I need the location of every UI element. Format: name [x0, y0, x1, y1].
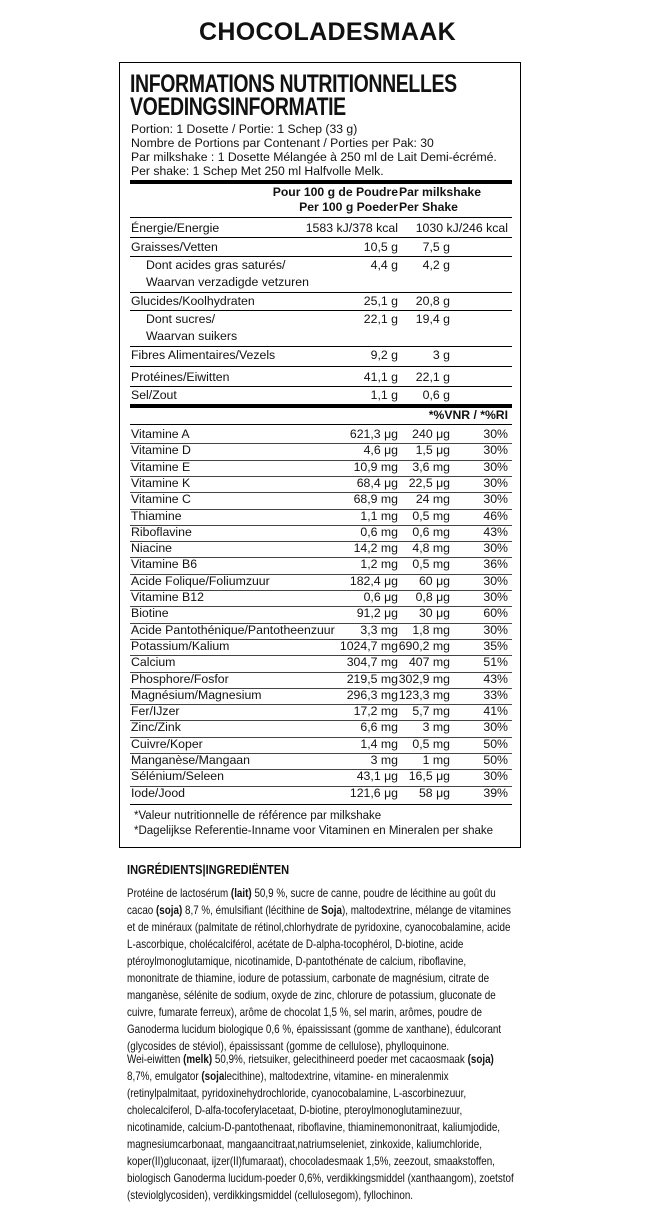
ingredient-line	[127, 970, 627, 987]
allergen: (melk)	[183, 1052, 213, 1066]
nutrient-label: Vitamine A	[131, 427, 190, 441]
macro-row	[130, 386, 512, 404]
per100-value: 3,3 mg	[360, 622, 398, 637]
micro-row	[130, 541, 512, 557]
nutrient-label: Acide Folique/Foliumzuur	[131, 573, 270, 588]
macro-row	[130, 368, 512, 386]
per100-value: 91,2 μg	[356, 606, 398, 621]
per100-value: 22,1 g	[363, 312, 398, 326]
nutrient-label-nl: Waarvan suikers	[146, 329, 238, 343]
ingredient-line	[127, 1102, 627, 1119]
nutrient-label: Biotine	[131, 606, 169, 621]
vnr-value: 35%	[483, 638, 508, 653]
vnr-value: 50%	[483, 736, 508, 751]
ingredient-text: 50,9 %, sucre de canne, poudre de lécithine au goût du	[251, 886, 496, 900]
vnr-value: 60%	[483, 606, 508, 621]
ingredient-text: 50,9%, rietsuiker, gelecithineerd poeder met cacaosmaak	[212, 1052, 468, 1066]
nutrient-label: Acide Pantothénique/Pantotheenzuur	[131, 622, 335, 637]
micro-row	[130, 476, 512, 492]
nutrient-label: Protéines/Eiwitten	[131, 370, 230, 384]
allergen: (soja)	[155, 903, 183, 917]
footnote-nl: *Dagelijkse Referentie-Inname voor Vitaminen en Mineralen per shake	[134, 825, 494, 837]
ingredient-text: lecithine), maltodextrine, vitamine- en mineralenmix	[224, 1069, 449, 1083]
vnr-value: 41%	[483, 704, 508, 719]
per100-value: 1,1 mg	[360, 508, 398, 523]
nutrient-label: Vitamine K	[131, 475, 191, 490]
shake-value: 24 mg	[415, 492, 450, 507]
ingredient-line	[127, 1021, 627, 1038]
page-title: CHOCOLADESMAAK	[199, 18, 456, 46]
vnr-value: 46%	[483, 508, 508, 523]
per100-value: 0,6 μg	[363, 590, 398, 604]
shake-value: 3 mg	[422, 720, 450, 735]
nutrient-label: Vitamine C	[131, 492, 191, 507]
ingredient-text: Ganoderma lucidum biologique 0,6 %, épaississant (gomme de xanthane), édulcorant	[127, 1022, 502, 1036]
vnr-value: 51%	[483, 655, 508, 670]
nutrient-label: Phosphore/Fosfor	[131, 671, 229, 686]
shake-value: 22,1 g	[415, 370, 450, 384]
per100-value: 219,5 mg	[346, 671, 398, 686]
shake-value: 60 μg	[418, 573, 450, 588]
ingredient-text: (retinylpalmitaat, pyridoxinehydrochloride, cyanocobalamine, L-ascorbinezuur,	[127, 1086, 467, 1100]
shake-value: 407 mg	[408, 655, 450, 670]
per100-value: 25,1 g	[363, 294, 398, 308]
ingredient-line	[127, 1068, 627, 1085]
ingredients-title: INGRÉDIENTS|INGREDIËNTEN	[127, 862, 290, 877]
nutrient-label: Vitamine D	[131, 443, 191, 458]
shake-value: 5,7 mg	[412, 704, 450, 719]
ingredient-text: 8,7%, emulgator	[127, 1069, 202, 1083]
shake-value: 19,4 g	[415, 312, 450, 326]
shake-value: 30 μg	[418, 606, 450, 621]
vnr-value: 30%	[483, 769, 508, 784]
per100-value: 4,4 g	[370, 258, 398, 272]
micro-row	[130, 737, 512, 753]
ingredient-line	[127, 885, 627, 902]
ingredient-text: cholecalciferol, D-alfa-tocoferylacetaat, D-biotine, pteroylmonoglutaminezuur,	[127, 1103, 463, 1117]
micro-row	[130, 574, 512, 590]
vnr-value: 30%	[483, 573, 508, 588]
vnr-value: 30%	[483, 720, 508, 735]
ingredient-line	[127, 936, 627, 953]
nutrient-label: Graisses/Vetten	[131, 240, 218, 254]
divider	[130, 366, 512, 367]
allergen: Soja	[321, 903, 342, 917]
vnr-value: 50%	[483, 753, 508, 767]
per100-value: 182,4 μg	[349, 573, 398, 588]
vnr-value: 43%	[483, 524, 508, 539]
per100-value: 9,2 g	[370, 348, 398, 362]
shake-value: 3 g	[432, 348, 450, 362]
nutrient-label: Riboflavine	[131, 524, 192, 539]
shake-value: 123,3 mg	[398, 687, 450, 702]
shake-value: 16,5 μg	[408, 769, 450, 784]
ingredient-text: Protéine de lactosérum	[127, 886, 231, 900]
macro-row	[130, 310, 512, 346]
shake-value: 0,5 mg	[412, 557, 450, 572]
shake-value: 22,5 μg	[408, 475, 450, 490]
ingredient-text: (steviolglycosiden), verdikkingsmiddel (cellulosegom), fyllochinon.	[127, 1188, 414, 1202]
nutrient-label: Dont sucres/	[146, 312, 216, 326]
ingredient-text: et de minéraux (palmitate de rétinol,chlorhydrate de pyridoxine, cyanocobalamine, acide	[127, 920, 511, 934]
vnr-value: 33%	[483, 687, 508, 702]
col-per100-head-a: Pour 100 g de Poudre	[272, 185, 398, 199]
vnr-value: 43%	[483, 671, 508, 686]
ingredient-text: ), maltodextrine, mélange de vitamines	[341, 903, 511, 917]
ingredient-line	[127, 1119, 627, 1136]
shake-value: 240 μg	[412, 427, 450, 441]
nutrition-panel	[119, 62, 521, 848]
per100-value: 6,6 mg	[360, 720, 398, 735]
micro-row	[130, 443, 512, 459]
micro-row	[130, 460, 512, 476]
vnr-value: 30%	[483, 459, 508, 474]
micro-row	[130, 688, 512, 704]
vnr-value: 30%	[483, 541, 508, 556]
milkshake-fr-text: Par milkshake : 1 Dosette Mélangée à 250 ml de Lait Demi-écrémé.	[131, 150, 497, 164]
ingredient-line	[127, 1153, 627, 1170]
vnr-value: 30%	[483, 443, 508, 458]
per100-value: 68,9 mg	[353, 492, 398, 507]
col-shake-head-a: Par milkshake	[399, 185, 481, 199]
nutrient-label: Fibres Alimentaires/Vezels	[131, 348, 276, 362]
micro-row	[130, 769, 512, 785]
shake-value: 1,5 μg	[415, 443, 450, 458]
nutrient-label: Sélénium/Seleen	[131, 769, 224, 784]
shake-value: 690,2 mg	[398, 638, 450, 653]
micro-row	[130, 590, 512, 606]
macro-row	[130, 219, 512, 237]
macro-row	[130, 292, 512, 310]
shake-value: 1 mg	[422, 753, 450, 767]
per100-value: 0,6 mg	[360, 524, 398, 539]
shake-value: 0,8 μg	[415, 590, 450, 604]
nutrient-label: Vitamine E	[131, 459, 191, 474]
nutrient-label-nl: Waarvan verzadigde vetzuren	[146, 275, 309, 289]
nutrient-label: Sel/Zout	[131, 388, 177, 402]
ingredient-text: (glycosides de stéviol), épaississant (gomme de cellulose), phylloquinone.	[127, 1039, 450, 1053]
thick-divider	[130, 180, 512, 184]
nutrient-label: Énergie/Energie	[131, 221, 220, 235]
vnr-value: 30%	[483, 492, 508, 507]
ingredient-text: Wei-eiwitten	[127, 1052, 184, 1066]
ingredient-text: koper(II)gluconaat, ijzer(II)fumaraat), chocoladesmaak 1,5%, zeezout, smaakstoffen,	[127, 1154, 495, 1168]
micro-row	[130, 492, 512, 508]
shake-value: 7,5 g	[422, 240, 450, 254]
per100-value: 14,2 mg	[353, 541, 398, 556]
panel-heading-nl: VOEDINGSINFORMATIE	[130, 93, 346, 121]
per100-value: 68,4 μg	[356, 475, 398, 490]
ingredient-line	[127, 953, 627, 970]
nutrient-label: Niacine	[131, 541, 173, 556]
per100-value: 1,2 mg	[360, 557, 398, 572]
micro-row	[130, 427, 512, 443]
per100-value: 1583 kJ/378 kcal	[305, 221, 398, 235]
micro-row	[130, 525, 512, 541]
shake-value: 0,5 mg	[412, 508, 450, 523]
per100-value: 4,6 μg	[363, 443, 398, 458]
allergen: (soja	[201, 1069, 225, 1083]
per100-value: 10,5 g	[363, 240, 398, 254]
ingredient-line	[127, 1085, 627, 1102]
micro-row	[130, 655, 512, 671]
ingredient-text: manganèse, sélénite de sodium, oxyde de zinc, chlorure de potassium, gluconate de	[127, 988, 496, 1002]
ingredient-text: ptéroylmonoglutamique, nicotinamide, D-pantothénate de calcium, riboflavine,	[127, 954, 467, 968]
per100-value: 10,9 mg	[353, 459, 398, 474]
nutrient-label: Calcium	[131, 655, 176, 670]
ingredient-text: mononitrate de thiamine, iodure de potassium, carbonate de magnésium, citrate de	[127, 971, 490, 985]
shake-value: 302,9 mg	[398, 671, 450, 686]
per100-value: 1,1 g	[370, 388, 398, 402]
micro-row	[130, 704, 512, 720]
ingredient-text: L-ascorbique, cholécalciférol, acétate de D-alpha-tocophérol, D-biotine, acide	[127, 937, 464, 951]
shake-value: 1,8 mg	[412, 622, 450, 637]
nutrient-label: Vitamine B12	[131, 590, 204, 604]
ingredient-text: cuivre, fumarate ferreux), arôme de chocolat 1,5 %, sel marin, arômes, poudre de	[127, 1005, 482, 1019]
shake-value: 4,2 g	[422, 258, 450, 272]
macro-row	[130, 238, 512, 256]
nutrient-label: Dont acides gras saturés/	[146, 258, 286, 272]
per100-value: 3 mg	[370, 753, 398, 767]
col-shake-head-b: Per Shake	[399, 200, 458, 214]
per100-value: 1,4 mg	[360, 736, 398, 751]
nutrient-label: Magnésium/Magnesium	[131, 687, 262, 702]
micro-row	[130, 606, 512, 622]
micro-row	[130, 623, 512, 639]
panel-heading-fr: INFORMATIONS NUTRITIONNELLES	[130, 70, 457, 98]
nutrient-label: Fer/IJzer	[131, 704, 180, 719]
ingredient-text: cacao	[127, 903, 156, 917]
divider	[130, 424, 512, 425]
ingredient-line	[127, 1051, 627, 1068]
allergen: (lait)	[230, 886, 252, 900]
per100-value: 41,1 g	[363, 370, 398, 384]
per100-value: 296,3 mg	[346, 687, 398, 702]
shake-value: 1030 kJ/246 kcal	[415, 221, 508, 235]
per100-value: 304,7 mg	[346, 655, 398, 670]
ingredient-line	[127, 919, 627, 936]
shake-value: 4,8 mg	[412, 541, 450, 556]
micro-row	[130, 639, 512, 655]
per100-value: 43,1 μg	[356, 769, 398, 784]
micro-row	[130, 786, 512, 802]
micro-row	[130, 509, 512, 525]
per100-value: 121,6 μg	[349, 785, 398, 800]
portion-text: Portion: 1 Dosette / Portie: 1 Schep (33 g)	[131, 122, 358, 136]
ingredient-text: magnesiumcarbonaat, mangaancitraat,natriumseleniet, zinkoxide, kaliumchloride,	[127, 1137, 482, 1151]
macro-row	[130, 346, 512, 366]
allergen: (soja)	[467, 1052, 494, 1066]
shake-value: 0,6 g	[422, 388, 450, 402]
vnr-value: 30%	[483, 590, 508, 604]
shake-value: 58 μg	[418, 785, 450, 800]
per100-value: 17,2 mg	[353, 704, 398, 719]
shake-value: 0,5 mg	[412, 736, 450, 751]
shake-value: 0,6 mg	[412, 524, 450, 539]
nutrient-label: Iode/Jood	[131, 785, 186, 800]
nutrient-label: Glucides/Koolhydraten	[131, 294, 255, 308]
nutrient-label: Cuivre/Koper	[131, 736, 203, 751]
ingredient-line	[127, 1170, 627, 1187]
ingredient-line	[127, 902, 627, 919]
vnr-value: 39%	[483, 785, 508, 800]
shake-value: 20,8 g	[415, 294, 450, 308]
footnote-fr: *Valeur nutritionnelle de référence par milkshake	[134, 810, 382, 822]
vnr-value: 36%	[483, 557, 508, 572]
milkshake-nl-text: Per shake: 1 Schep Met 250 ml Halfvolle Melk.	[131, 164, 384, 178]
col-per100-head-b: Per 100 g Poeder	[299, 200, 398, 214]
divider	[130, 804, 512, 805]
ingredient-text: 8,7 %, émulsifiant (lécithine de	[182, 903, 322, 917]
ingredients-fr	[127, 885, 627, 1055]
nutrient-label: Manganèse/Mangaan	[131, 753, 250, 767]
vnr-value: 30%	[483, 427, 508, 441]
vnr-value: 30%	[483, 622, 508, 637]
micro-row	[130, 720, 512, 736]
micro-row	[130, 672, 512, 688]
ingredient-text: biologisch Ganoderma lucidum-poeder 0,6%, verdikkingsmiddel (xanthaangom), zoetstof	[127, 1171, 514, 1185]
per100-value: 1024,7 mg	[339, 638, 398, 653]
ingredient-line	[127, 1004, 627, 1021]
shake-value: 3,6 mg	[412, 459, 450, 474]
macro-row	[130, 256, 512, 292]
per100-value: 621,3 μg	[349, 427, 398, 441]
servings-text: Nombre de Portions par Contenant / Porties per Pak: 30	[131, 136, 434, 150]
vnr-head: *%VNR / *%RI	[428, 408, 508, 422]
vnr-value: 30%	[483, 475, 508, 490]
divider	[130, 217, 512, 218]
nutrient-label: Potassium/Kalium	[131, 638, 230, 653]
ingredient-line	[127, 987, 627, 1004]
ingredient-line	[127, 1187, 627, 1204]
ingredient-line	[127, 1136, 627, 1153]
micro-row	[130, 557, 512, 573]
ingredient-text: nicotinamide, calcium-D-pantothenaat, riboflavine, thiaminemononitraat, kaliumjodide,	[127, 1120, 501, 1134]
ingredients-nl	[127, 1051, 627, 1204]
nutrient-label: Zinc/Zink	[131, 720, 181, 735]
nutrient-label: Vitamine B6	[131, 557, 198, 572]
nutrient-label: Thiamine	[131, 508, 182, 523]
micro-row	[130, 753, 512, 769]
